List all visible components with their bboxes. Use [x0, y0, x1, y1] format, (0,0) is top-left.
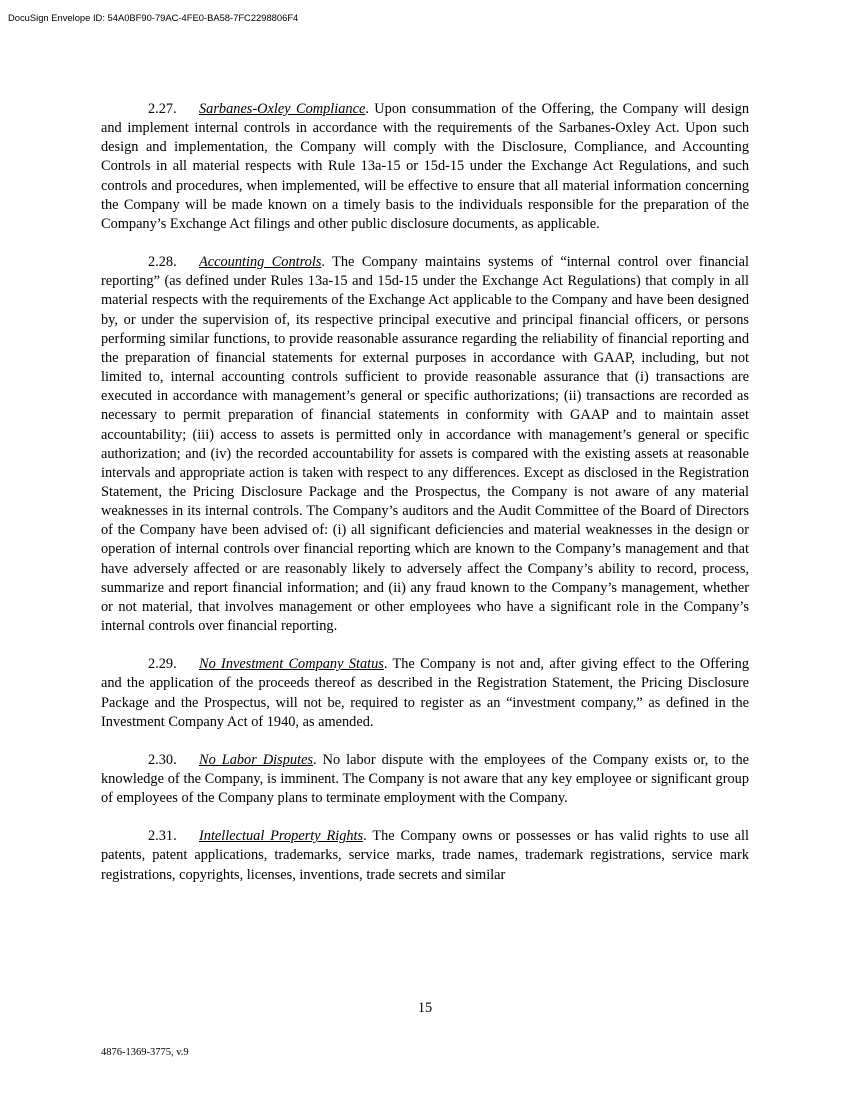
section-number: 2.28.: [148, 254, 177, 271]
section-title: Accounting Controls: [199, 254, 322, 271]
section-title: Sarbanes-Oxley Compliance: [199, 101, 366, 117]
section-2-28: [101, 253, 749, 636]
section-number: 2.27.: [148, 101, 177, 117]
section-body: . The Company maintains systems of “internal control over financial reporting” (as defined under Rules 13a-15 and 15d-15 under the Exchange Act Regulations) that comply in all material respects with the requirements of the Exchange Act applicable to the Company and have been designed by, or under the supervision of, its respective principal executive and principal financial officers, or persons performing similar functions, to provide reasonable assurance regarding the reliability of financial reporting and the preparation of financial statements for external purposes in accordance with GAAP, including, but not limited to, internal accounting controls sufficient to provide reasonable assurance that (i) transactions are executed in accordance with management’s general or specific authorizations; (ii) transactions are recorded as necessary to permit preparation of financial statements in conformity with GAAP and to maintain asset accountability; (iii) access to assets is permitted only in accordance with management’s general or specific authorization; and (iv) the recorded accountability for assets is compared with the existing assets at reasonable intervals and appropriate action is taken with respect to any differences. Except as disclosed in the Registration Statement, the Pricing Disclosure Package and the Prospectus, the Company is not aware of any material weaknesses in its internal controls. The Company’s auditors and the Audit Committee of the Board of Directors of the Company have been advised of: (i) all significant deficiencies and material weaknesses in the design or operation of internal controls over financial reporting which are known to the Company’s management and that have adversely affected or are reasonably likely to adversely affect the Company’s ability to record, process, summarize and report financial information; and (ii) any fraud known to the Company’s management, whether or not material, that involves management or other employees who have a significant role in the Company’s internal controls over financial reporting.: [101, 254, 749, 635]
section-2-31: [101, 827, 749, 884]
section-2-27: [101, 100, 749, 234]
section-body: . Upon consummation of the Offering, the Company will design and implement internal controls in accordance with the requirements of the Sarbanes-Oxley Act. Upon such design and implementation, the Company will comply with the Disclosure, Compliance, and Accounting Controls in all material respects with Rule 13a-15 or 15d-15 under the Exchange Act Regulations, and such controls and procedures, when implemented, will be effective to ensure that all material information concerning the Company will be made known on a timely basis to the individuals responsible for the preparation of the Company’s Exchange Act filings and other public disclosure documents, as applicable.: [101, 101, 749, 232]
section-2-29: [101, 655, 749, 732]
section-body: . No labor dispute with the employees of the Company exists or, to the knowledge of the Company, is imminent. The Company is not aware that any key employee or significant group of employees of the Company plans to terminate employment with the Company.: [101, 751, 749, 807]
section-number: 2.31.: [148, 828, 177, 845]
section-title: Intellectual Property Rights: [199, 828, 364, 845]
section-body: . The Company owns or possesses or has valid rights to use all patents, patent applications, trademarks, service marks, trade names, trademark registrations, service mark registrations, copyrights, licenses, inventions, trade secrets and similar: [101, 828, 749, 883]
section-2-30: [101, 751, 749, 808]
section-title: No Investment Company Status: [199, 656, 384, 673]
section-body: . The Company is not and, after giving effect to the Offering and the application of the proceeds thereof as described in the Registration Statement, the Pricing Disclosure Package and the Prospectus, will not be, required to register as an “investment company,” as defined in the Investment Company Act of 1940, as amended.: [101, 656, 749, 730]
document-id-footer: 4876-1369-3775, v.9: [101, 1047, 189, 1058]
section-number: 2.29.: [148, 656, 177, 673]
page-number: 15: [417, 1000, 433, 1016]
section-title: No Labor Disputes: [199, 751, 314, 768]
section-number: 2.30.: [148, 751, 177, 768]
document-body: [101, 100, 749, 904]
docusign-envelope-id: DocuSign Envelope ID: 54A0BF90-79AC-4FE0-BA58-7FC2298806F4: [8, 12, 299, 23]
